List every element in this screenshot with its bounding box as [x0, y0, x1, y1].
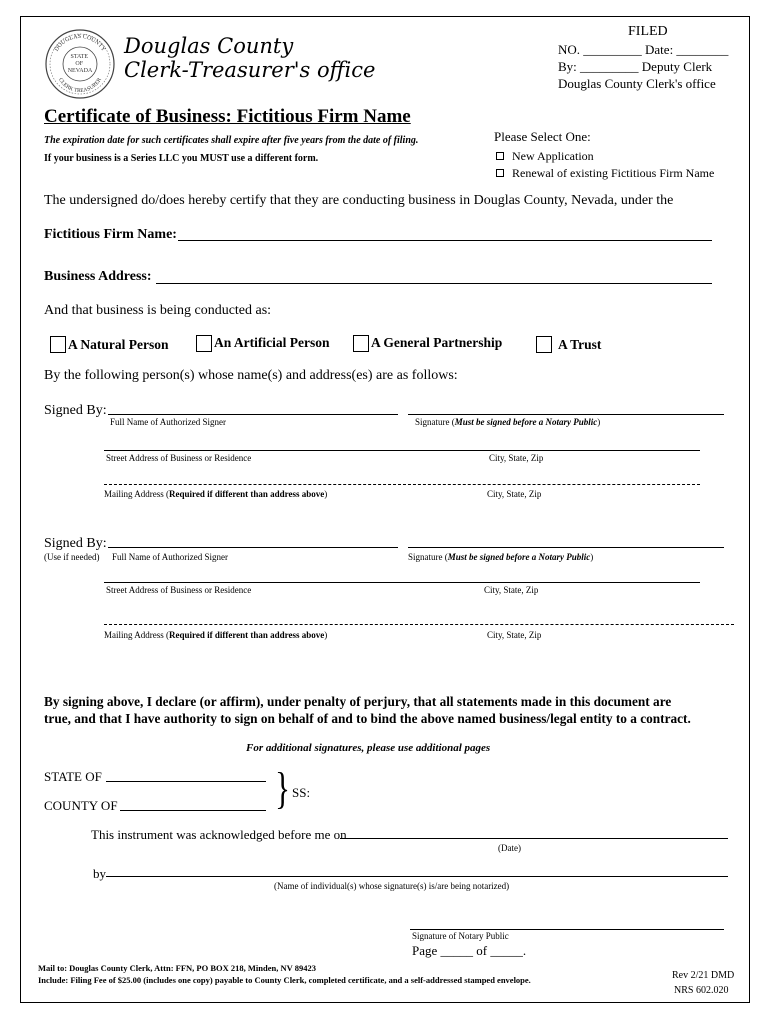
page-title: Certificate of Business: Fictitious Firm Name: [44, 106, 411, 127]
signer1-street-field[interactable]: [104, 450, 700, 451]
declaration-line-1: By signing above, I declare (or affirm), under penalty of perjury, that all statements made in this document are: [44, 694, 672, 709]
signer1-signature-field[interactable]: [408, 414, 724, 415]
signer2-name-caption: Full Name of Authorized Signer: [112, 552, 228, 562]
natural-person-checkbox[interactable]: [50, 336, 66, 353]
renewal-label: Renewal of existing Fictitious Firm Name: [512, 166, 715, 180]
new-application-checkbox[interactable]: [496, 152, 504, 160]
filed-number-date: NO. _________ Date: ________: [558, 42, 729, 57]
business-address-label: Business Address:: [44, 269, 152, 284]
seal-state: STATE: [70, 54, 89, 60]
signer2-name-field[interactable]: [108, 547, 398, 548]
trust-checkbox[interactable]: [536, 336, 552, 353]
signer2-mailing-caption: Mailing Address (Required if different than address above): [104, 630, 328, 640]
svg-text:STATE OF NEVADA: [68, 54, 93, 74]
signer1-signature-caption: Signature (Must be signed before a Notary Public): [415, 417, 601, 427]
seal-nevada: NEVADA: [67, 68, 93, 74]
additional-signatures-note: For additional signatures, please use additional pages: [246, 742, 491, 754]
expiration-note: The expiration date for such certificates shall expire after five years from the date of filing.: [44, 135, 419, 146]
signer1-street-caption: Street Address of Business or Residence: [106, 453, 252, 463]
brace-glyph: }: [275, 764, 290, 813]
signer1-mailing-caption: Mailing Address (Required if different than address above): [104, 489, 328, 499]
county-of-label: COUNTY OF: [44, 798, 118, 813]
select-heading: Please Select One:: [494, 129, 591, 144]
seal-ring-bottom: CLERK TREASURER: [57, 77, 103, 95]
seal-of: OF: [75, 61, 84, 67]
filed-deputy-clerk: By: _________ Deputy Clerk: [558, 59, 713, 74]
acknowledged-text: This instrument was acknowledged before me on: [91, 827, 347, 842]
signer2-street-caption: Street Address of Business or Residence: [106, 585, 252, 595]
conducted-as-text: And that business is being conducted as:: [44, 303, 272, 318]
persons-text: By the following person(s) whose name(s) and address(es) are as follows:: [44, 368, 458, 383]
notary-signature-field[interactable]: [410, 929, 724, 930]
signer2-mailing-city-caption: City, State, Zip: [487, 630, 542, 640]
renewal-checkbox[interactable]: [496, 169, 504, 177]
new-application-label: New Application: [512, 149, 594, 163]
general-partnership-label: A General Partnership: [371, 335, 503, 350]
signer1-mailing-city-caption: City, State, Zip: [487, 489, 542, 499]
signer2-mailing-field[interactable]: [104, 624, 734, 625]
signer2-use-if-needed: (Use if needed): [44, 552, 100, 562]
signed-by-label-1: Signed By:: [44, 403, 107, 418]
names-caption: (Name of individual(s) whose signature(s) is/are being notarized): [274, 881, 510, 891]
by-label: by: [93, 866, 106, 881]
declaration-line-2: true, and that I have authority to sign on behalf of and to bind the above named business/legal entity to a contract.: [44, 711, 691, 726]
signer2-signature-caption: Signature (Must be signed before a Notary Public): [408, 552, 594, 562]
mail-to: Mail to: Douglas County Clerk, Attn: FFN, PO BOX 218, Minden, NV 89423: [38, 963, 316, 973]
ss-label: SS:: [292, 785, 311, 800]
business-address-field[interactable]: [156, 283, 712, 284]
trust-label: A Trust: [558, 337, 602, 352]
state-of-label: STATE OF: [44, 769, 102, 784]
certify-text: The undersigned do/does hereby certify that they are conducting business in Douglas County, Nevada, under the: [44, 193, 674, 208]
signer1-name-caption: Full Name of Authorized Signer: [110, 417, 226, 427]
llc-note: If your business is a Series LLC you MUST use a different form.: [44, 153, 319, 164]
notary-signature-caption: Signature of Notary Public: [412, 931, 509, 941]
firm-name-field[interactable]: [178, 240, 712, 241]
signer1-mailing-field[interactable]: [104, 484, 700, 485]
firm-name-label: Fictitious Firm Name:: [44, 227, 177, 242]
revision: Rev 2/21 DMD: [672, 970, 735, 981]
svg-text:CLERK TREASURER: [57, 77, 103, 94]
signed-by-label-2: Signed By:: [44, 536, 107, 551]
artificial-person-label: An Artificial Person: [214, 335, 330, 350]
filed-office: Douglas County Clerk's office: [558, 76, 716, 91]
page-border: [20, 16, 750, 1003]
signer2-city-caption: City, State, Zip: [484, 585, 539, 595]
page-count: Page _____ of _____.: [412, 943, 527, 958]
artificial-person-checkbox[interactable]: [196, 335, 212, 352]
signer1-name-field[interactable]: [108, 414, 398, 415]
notarized-names-field[interactable]: [106, 876, 728, 877]
acknowledged-date-field[interactable]: [340, 838, 728, 839]
county-of-field[interactable]: [120, 810, 266, 811]
statute-ref: NRS 602.020: [674, 985, 729, 996]
signer1-city-caption: City, State, Zip: [489, 453, 544, 463]
date-caption: (Date): [498, 843, 521, 853]
county-seal-icon: [44, 28, 116, 100]
svg-text:DOUGLAS COUNTY: [54, 34, 107, 53]
natural-person-label: A Natural Person: [68, 337, 169, 352]
filed-title: FILED: [628, 24, 668, 39]
state-of-field[interactable]: [106, 781, 266, 782]
signer2-street-field[interactable]: [104, 582, 700, 583]
general-partnership-checkbox[interactable]: [353, 335, 369, 352]
office-line-1: Douglas County: [124, 34, 294, 58]
signer2-signature-field[interactable]: [408, 547, 724, 548]
filing-instructions: Include: Filing Fee of $25.00 (includes one copy) payable to County Clerk, completed certificate, and a self-addressed stamped envelope.: [38, 975, 531, 985]
office-line-2: Clerk-Treasurer's office: [124, 58, 376, 82]
seal-ring-top: DOUGLAS COUNTY: [53, 33, 107, 53]
